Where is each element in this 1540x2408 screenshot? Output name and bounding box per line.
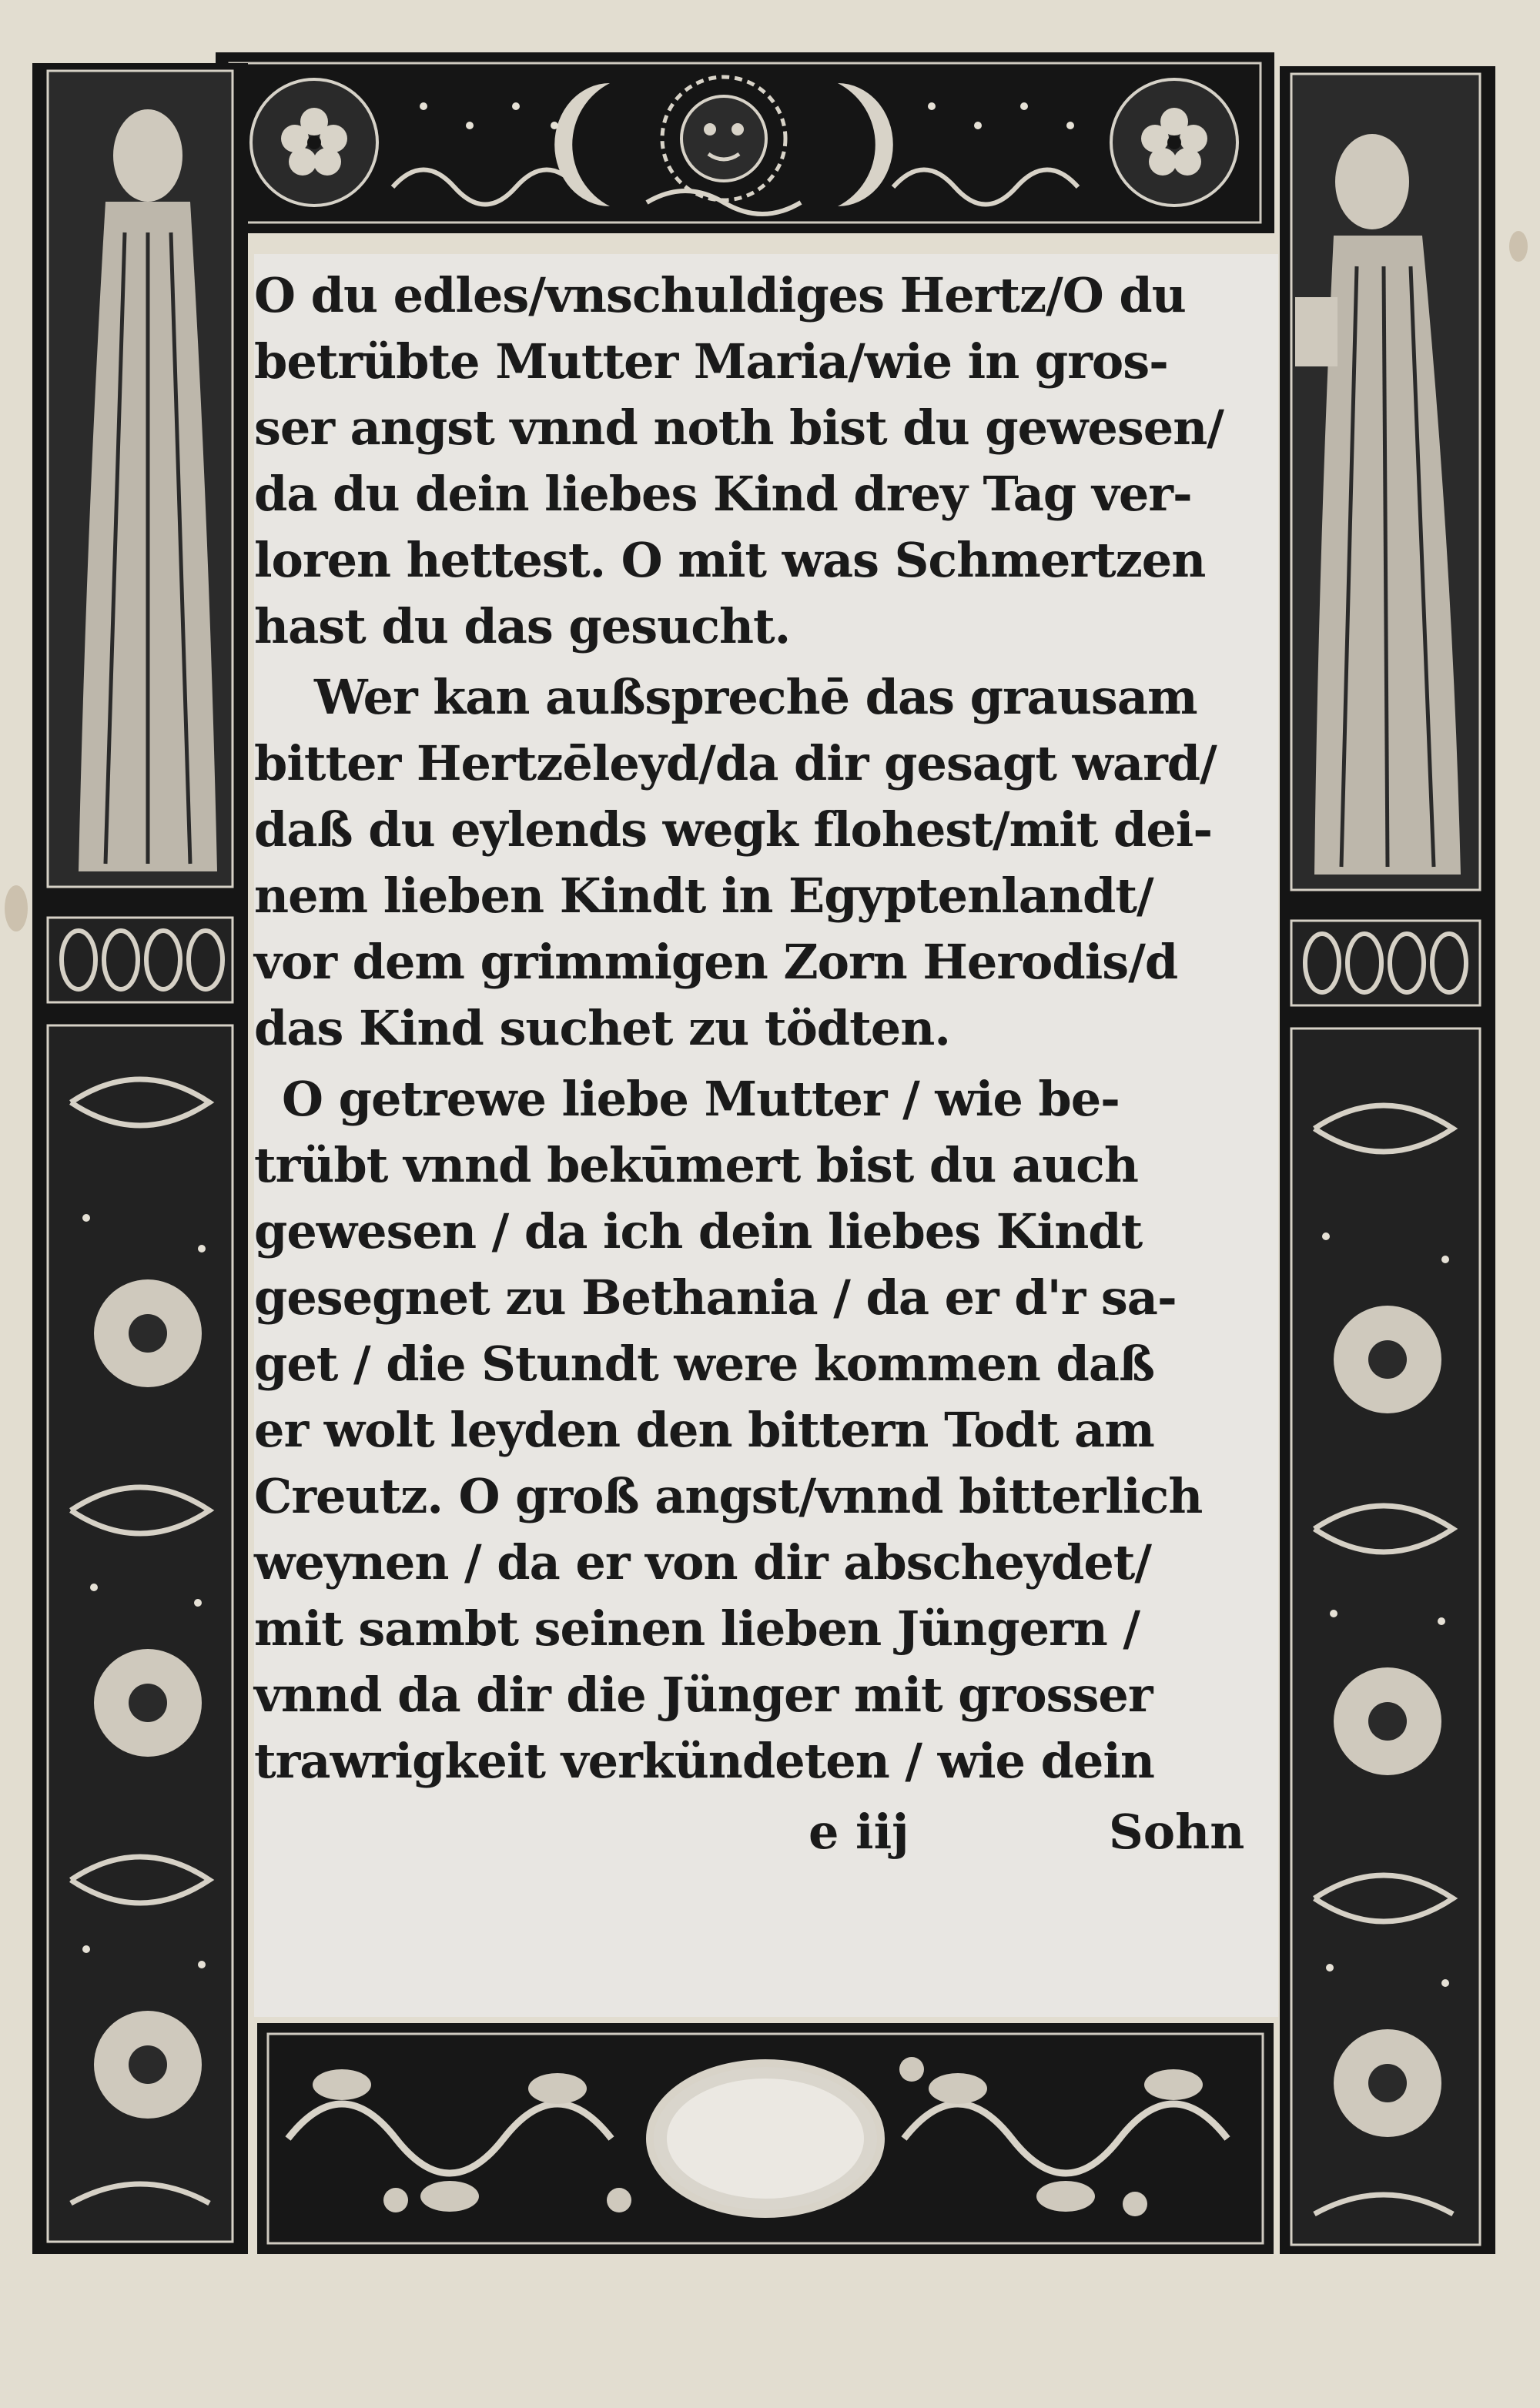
right-woodcut-border bbox=[1280, 66, 1495, 2254]
text-line: Creutz. O groß angst/vnnd bitterlich bbox=[254, 1468, 1203, 1524]
top-woodcut-border bbox=[216, 52, 1274, 233]
bottom-woodcut-border bbox=[257, 2023, 1274, 2254]
text-line: das Kind suchet zu tödten. bbox=[254, 1000, 950, 1056]
paper-stain bbox=[1509, 231, 1528, 262]
text-line: gewesen / da ich dein liebes Kindt bbox=[254, 1203, 1143, 1259]
text-line: vnnd da dir die Jünger mit grosser bbox=[254, 1667, 1153, 1723]
text-line: bitter Hertzēleyd/da dir gesagt ward/ bbox=[254, 735, 1217, 791]
signature-mark: e iij bbox=[808, 1804, 909, 1860]
paper-stain bbox=[5, 885, 28, 931]
text-line: betrübte Mutter Maria/wie in gros- bbox=[254, 333, 1168, 390]
text-line: mit sambt seinen lieben Jüngern / bbox=[254, 1600, 1140, 1657]
text-line: daß du eylends wegk flohest/mit dei- bbox=[254, 801, 1213, 858]
catchword: Sohn bbox=[1109, 1804, 1245, 1860]
text-line: loren hettest. O mit was Schmertzen bbox=[254, 532, 1206, 588]
text-line: Wer kan außsprechē das grausam bbox=[314, 669, 1197, 725]
text-line: nem lieben Kindt in Egyptenlandt/ bbox=[254, 868, 1153, 924]
text-line: vor dem grimmigen Zorn Herodis/d bbox=[254, 934, 1178, 990]
text-line: trübt vnnd bekūmert bist du auch bbox=[254, 1137, 1138, 1193]
text-line: O getrewe liebe Mutter / wie be- bbox=[282, 1071, 1120, 1127]
text-block bbox=[254, 254, 1278, 2017]
text-line: da du dein liebes Kind drey Tag ver- bbox=[254, 466, 1192, 522]
text-line: O du edles/vnschuldiges Hertz/O du bbox=[254, 267, 1186, 323]
left-woodcut-border bbox=[32, 63, 248, 2254]
text-line: er wolt leyden den bittern Todt am bbox=[254, 1402, 1154, 1458]
text-line: hast du das gesucht. bbox=[254, 598, 791, 654]
text-line: weynen / da er von dir abscheydet/ bbox=[254, 1534, 1152, 1590]
text-line: ser angst vnnd noth bist du gewesen/ bbox=[254, 400, 1224, 456]
text-line: gesegnet zu Bethania / da er d'r sa- bbox=[254, 1269, 1177, 1326]
text-line: trawrigkeit verkündeten / wie dein bbox=[254, 1733, 1155, 1789]
text-line: get / die Stundt were kommen daß bbox=[254, 1336, 1155, 1392]
